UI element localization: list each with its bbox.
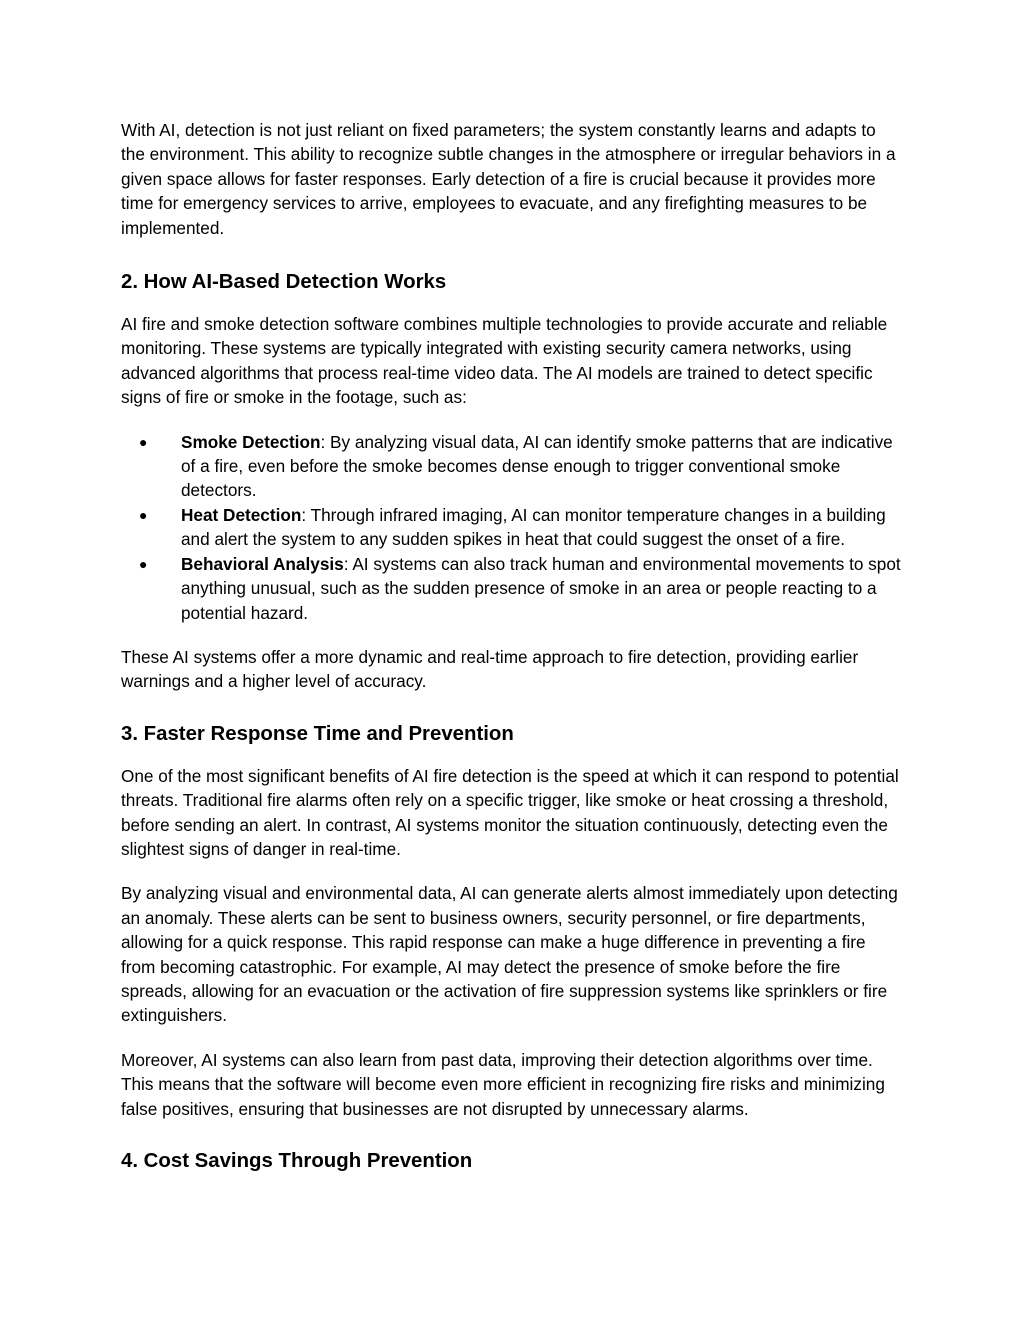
how-ai-works-paragraph: AI fire and smoke detection software combines multiple technologies to provide accurate and reliable monitoring. These systems are typically integrated with existing security camera networks, using advanced algorithms that process real-time video data. The AI models are trained to detect specific signs of fire or smoke in the footage, such as: [121,314,888,408]
bullet-icon: ● [139,433,148,450]
list-item-heat-detection [121,503,901,552]
faster-response-paragraph-2: By analyzing visual and environmental data, AI can generate alerts almost immediately upon detecting an anomaly. These alerts can be sent to business owners, security personnel, or fire departments, allowing for a quick response. This rapid response can make a huge difference in preventing a fire from becoming catastrophic. For example, AI may detect the presence of smoke before the fire spreads, allowing for an evacuation or the activation of fire suppression systems like sprinklers or fire extinguishers. [121,883,898,1026]
list-item-term: Heat Detection [181,504,302,525]
list-item-text: : By analyzing visual data, AI can identify smoke patterns that are indicative of a fire, even before the smoke becomes dense enough to trigger conventional smoke detectors. [181,431,893,501]
list-item-text: : AI systems can also track human and environmental movements to spot anything unusual, such as the sudden presence of smoke in an area or people reacting to a potential hazard. [181,553,901,623]
list-item-smoke-detection [121,430,901,503]
list-item-term: Behavioral Analysis [181,553,344,574]
section-heading-faster-response: 3. Faster Response Time and Prevention [121,722,514,745]
bullet-icon: ● [139,555,148,572]
bullet-icon: ● [139,506,148,523]
intro-paragraph: With AI, detection is not just reliant on fixed parameters; the system constantly learns and adapts to the environment. This ability to recognize subtle changes in the atmosphere or irregular behaviors in a given space allows for faster responses. Early detection of a fire is crucial because it provides more time for emergency services to arrive, employees to evacuate, and any firefighting measures to be implemented. [121,120,896,238]
list-item-text: : Through infrared imaging, AI can monitor temperature changes in a building and alert the system to any sudden spikes in heat that could suggest the onset of a fire. [181,504,886,550]
list-item-term: Smoke Detection [181,431,321,452]
section-heading-cost-savings: 4. Cost Savings Through Prevention [121,1150,473,1172]
document-page [121,118,901,1175]
faster-response-paragraph-1: One of the most significant benefits of AI fire detection is the speed at which it can respond to potential threats. Traditional fire alarms often rely on a specific trigger, like smoke or heat crossing a threshold, before sending an alert. In contrast, AI systems monitor the situation continuously, detecting even the slightest signs of danger in real-time. [121,765,899,859]
ai-systems-summary-paragraph: These AI systems offer a more dynamic and real-time approach to fire detection, providing earlier warnings and a higher level of accuracy. [121,646,859,692]
list-item-behavioral-analysis [121,552,901,625]
faster-response-paragraph-3: Moreover, AI systems can also learn from past data, improving their detection algorithms over time. This means that the software will become even more efficient in recognizing fire risks and minimizing false positives, ensuring that businesses are not disrupted by unnecessary alarms. [121,1049,885,1119]
detection-methods-list [121,430,901,625]
section-heading-how-ai-works: 2. How AI-Based Detection Works [121,271,447,294]
